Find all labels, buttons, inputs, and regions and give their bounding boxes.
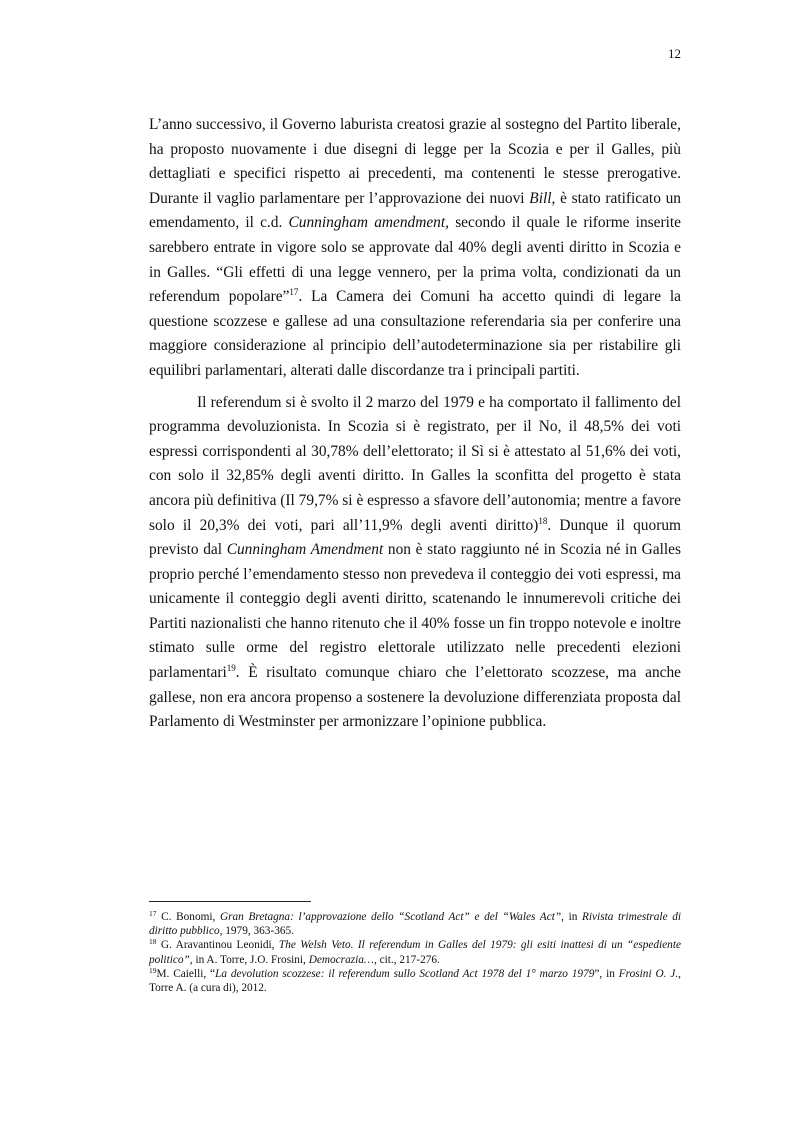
paragraph-text: Il referendum si è svolto il 2 marzo del 1979 e ha comportato il fallimento del programma devoluzionista. In Scozia si è registrato, per il No, il 48,5% dei voti espressi corrispondenti al 30,78% dell’elettorato; il Sì si è attestato al 51,6% dei voti, con solo il 32,85% degli aventi diritto. In Galles la sconfitta del progetto è stata ancora più definitiva (Il 79,7% si è espresso a sfavore dell’autonomia; mentre a favore solo il 20,3% dei voti, pari all’11,9% degli aventi diritto): [149, 393, 681, 534]
footnote-number: 19: [149, 965, 157, 975]
footnote-author: C. Bonomi,: [156, 911, 220, 923]
paragraph-text: , è stato ratificato un emendamento, il c.d.: [149, 189, 681, 232]
italic-term: Bill: [529, 189, 552, 207]
footnote-text: , in A. Torre, J.O. Frosini,: [189, 953, 309, 966]
footnote-number: 18: [149, 937, 157, 947]
footnote-text: , 1979, 363-365.: [219, 925, 294, 938]
footnote-source: Frosini O. J.: [618, 967, 679, 980]
footnotes: [149, 910, 681, 995]
page-number: 12: [668, 46, 681, 61]
footnote-text: , cit., 217-276.: [373, 953, 440, 966]
paragraph-text: , secondo il quale le riforme inserite sarebbero entrate in vigore solo se approvate dal 40% degli aventi diritto in Scozia e in Galles. “Gli effetti di una legge vennero, per la prima volta, condizionati da un referendum popolare”: [149, 214, 681, 306]
body-text: [149, 113, 681, 735]
footnote-19: [149, 967, 681, 995]
paragraph-text: . La Camera dei Comuni ha accetto quindi di legare la questione scozzese e gallese ad una consultazione referendaria sia per conferire una maggiore considerazione al principio dell’autodeterminazione sia per ristabilire gli equilibri parlamentari, alterati dalle discordanze tra i principali partiti.: [149, 288, 681, 379]
footnote-ref-19[interactable]: 19: [226, 663, 236, 674]
footnote-source: Democrazia…: [308, 953, 374, 966]
paragraph-text: . Dunque il quorum previsto dal: [149, 516, 681, 559]
footnote-source: Rivista trimestrale di diritto pubblico: [149, 911, 681, 938]
paragraph-text: L’anno successivo, il Governo laburista creatosi grazie al sostegno del Partito liberale, ha proposto nuovamente i due disegni di legge per la Scozia e per il Galles, più dettagliati e specifici rispetto ai precedenti, ma contenenti le stesse prerogative. Durante il vaglio parlamentare per l’approvazione dei nuovi: [149, 116, 681, 207]
footnote-divider: [149, 901, 311, 902]
footnote-text: , Torre A. (a cura di), 2012.: [149, 967, 681, 995]
footnote-text: ”, in: [594, 967, 619, 980]
footnote-title: La devolution scozzese: il referendum sullo Scotland Act 1978 del 1° marzo 1979: [215, 967, 595, 980]
footnote-18: [149, 938, 681, 966]
italic-term: Cunningham Amendment: [226, 541, 384, 559]
footnote-number: 17: [149, 909, 157, 918]
footnote-title: The Welsh Veto. Il referendum in Galles del 1979: gli esiti inattesi di un “espediente politico”: [149, 939, 681, 966]
paragraph-text: . È risultato comunque chiaro che l’elettorato scozzese, ma anche gallese, non era ancora propenso a sostenere la devoluzione differenziata proposta dal Parlamento di Westminster per armonizzare l’opinione pubblica.: [149, 664, 681, 731]
footnote-title: Gran Bretagna: l’approvazione dello “Scotland Act” e del “Wales Act”: [219, 911, 562, 923]
paragraph-text: non è stato raggiunto né in Scozia né in Galles proprio perché l’emendamento stesso non prevedeva il conteggio dei voti espressi, ma unicamente il conteggio degli aventi diritto, scatenando le innumerevoli critiche dei Partiti nazionalisti che hanno ritenuto che il 40% fosse un fin troppo notevole e inoltre stimato sulle orme del registro elettorale utilizzato nelle precedenti elezioni parlamentari: [149, 541, 681, 682]
footnote-ref-18[interactable]: 18: [538, 515, 548, 526]
italic-term: Cunningham amendment: [288, 214, 446, 232]
paragraph-2: [149, 391, 681, 735]
footnote-17: [149, 910, 681, 938]
footnote-ref-17[interactable]: 17: [289, 287, 299, 298]
footnote-author: G. Aravantinou Leonidi,: [156, 939, 279, 952]
paragraph-1: [149, 113, 681, 384]
footnote-text: , in: [561, 911, 582, 923]
footnote-author: M. Caielli, “: [156, 967, 216, 980]
